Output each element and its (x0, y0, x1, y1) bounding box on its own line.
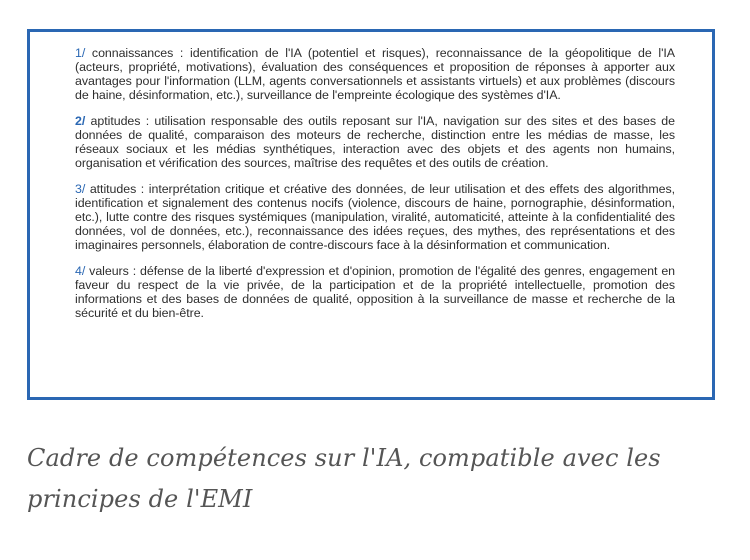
competency-skills (75, 114, 675, 170)
figure-caption: Cadre de compétences sur l'IA, compatible avec les principes de l'EMI (27, 444, 661, 513)
paragraph-number: 2/ (75, 114, 86, 128)
paragraph-text: aptitudes : utilisation responsable des outils reposant sur l'IA, navigation sur des sites et des bases de données de qualité, comparaison des moteurs de recherche, distinction entre les médias de masse, les réseaux sociaux et les médias synthétiques, interaction avec des objets et des agents non humains, organisation et vérification des sources, maîtrise des requêtes et des outils de création. (75, 114, 675, 170)
competency-attitudes (75, 182, 675, 252)
paragraph-text: connaissances : identification de l'IA (potentiel et risques), reconnaissance de la géopolitique de l'IA (acteurs, propriété, motivations), évaluation des conséquences et proposition de réponses à apporter aux avantages pour l'information (LLM, agents conversationnels et assistants virtuels) et aux problèmes (discours de haine, désinformation, etc.), surveillance de l'empreinte écologique des systèmes d'IA. (75, 46, 675, 102)
framed-competency-box (27, 29, 715, 400)
paragraph-number: 1/ (75, 46, 86, 60)
competency-values (75, 264, 675, 320)
competency-list (75, 46, 675, 332)
competency-knowledge (75, 46, 675, 102)
paragraph-text: valeurs : défense de la liberté d'expression et d'opinion, promotion de l'égalité des genres, engagement en faveur du respect de la vie privée, de la participation et de la propriété intellectuelle, promotion des informations et des bases de données de qualité, opposition à la surveillance de masse et recherche de la sécurité et du bien-être. (75, 264, 675, 320)
paragraph-number: 4/ (75, 264, 86, 278)
paragraph-number: 3/ (75, 182, 86, 196)
paragraph-text: attitudes : interprétation critique et créative des données, de leur utilisation et des effets des algorithmes, identification et signalement des contenus nocifs (violence, discours de haine, pornographie, désinformation, etc.), lutte contre des risques systémiques (manipulation, viralité, automaticité, atteinte à la confidentialité des données, vol de données, etc.), reconnaissance des idées reçues, des mythes, des représentations et des imaginaires personnels, élaboration de contre-discours face à la désinformation et communication. (75, 182, 675, 252)
